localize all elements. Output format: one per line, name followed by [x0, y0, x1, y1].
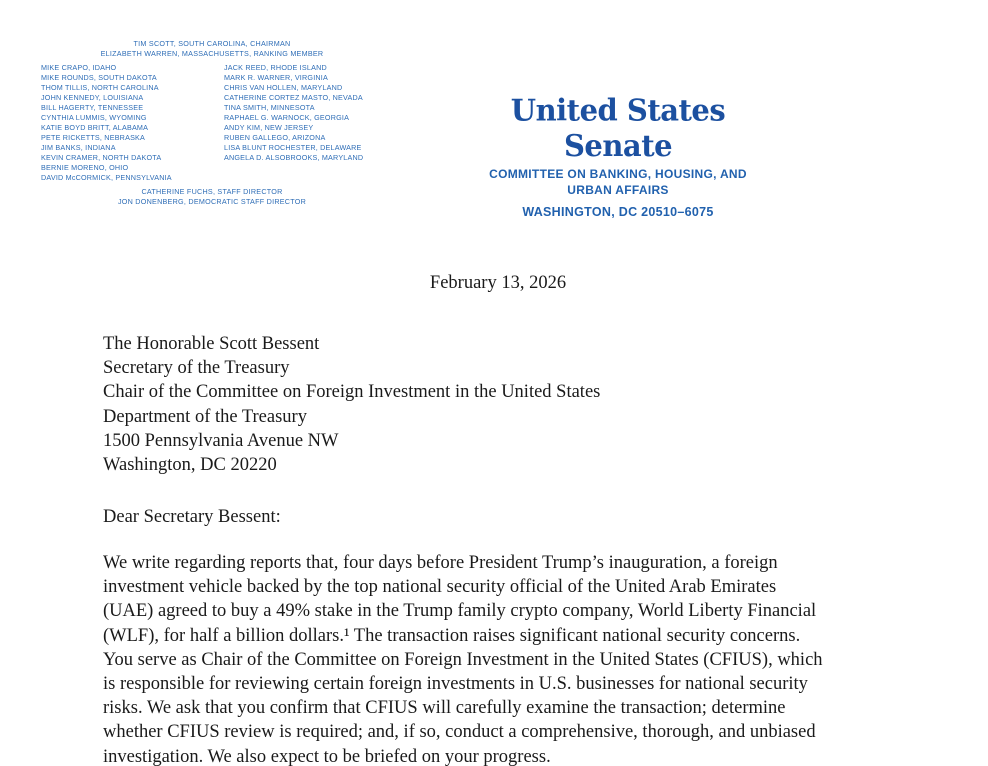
member-name: JACK REED, RHODE ISLAND: [224, 63, 327, 73]
member-name: CYNTHIA LUMMIS, WYOMING: [41, 113, 147, 123]
recipient-address: [103, 332, 600, 477]
staff-director-line: CATHERINE FUCHS, STAFF DIRECTOR: [141, 187, 283, 197]
recipient-line: Washington, DC 20220: [103, 455, 277, 476]
letter-body-paragraph: [103, 551, 913, 766]
committee-name-line1: COMMITTEE ON BANKING, HOUSING, AND: [489, 167, 747, 181]
member-column-majority: [41, 63, 224, 183]
senate-title: United States Senate: [510, 92, 726, 164]
committee-name-line2: URBAN AFFAIRS: [567, 182, 669, 197]
body-line: investigation. We also expect to be briefed on your progress.: [103, 746, 551, 766]
member-name: BILL HAGERTY, TENNESSEE: [41, 103, 144, 113]
member-name: KEVIN CRAMER, NORTH DAKOTA: [41, 153, 162, 163]
member-name: CHRIS VAN HOLLEN, MARYLAND: [224, 83, 343, 93]
member-name: CATHERINE CORTEZ MASTO, NEVADA: [224, 93, 363, 103]
chairman-line: TIM SCOTT, SOUTH CAROLINA, CHAIRMAN: [133, 39, 291, 48]
letterhead-leadership: [38, 39, 386, 58]
member-name: PETE RICKETTS, NEBRASKA: [41, 133, 146, 143]
member-name: MIKE ROUNDS, SOUTH DAKOTA: [41, 73, 157, 83]
body-line: is responsible for reviewing certain foreign investments in U.S. businesses for national security: [103, 674, 808, 695]
member-name: ANDY KIM, NEW JERSEY: [224, 123, 314, 133]
committee-name: [452, 167, 784, 198]
member-name: KATIE BOYD BRITT, ALABAMA: [41, 123, 149, 133]
body-line: investment vehicle backed by the top national security official of the United Arab Emirates: [103, 577, 777, 598]
letterhead-roster: [38, 39, 386, 207]
member-name: MIKE CRAPO, IDAHO: [41, 63, 117, 73]
recipient-line: 1500 Pennsylvania Avenue NW: [103, 430, 339, 451]
member-name: RUBEN GALLEGO, ARIZONA: [224, 133, 326, 143]
letterhead-identity: [452, 94, 784, 219]
member-name: LISA BLUNT ROCHESTER, DELAWARE: [224, 143, 362, 153]
member-name: JOHN KENNEDY, LOUISIANA: [41, 93, 144, 103]
member-name: MARK R. WARNER, VIRGINIA: [224, 73, 328, 83]
member-name: JIM BANKS, INDIANA: [41, 143, 116, 153]
recipient-line: Secretary of the Treasury: [103, 358, 290, 379]
member-name: DAVID McCORMICK, PENNSYLVANIA: [41, 173, 172, 183]
member-column-minority: [224, 63, 386, 183]
recipient-line: Chair of the Committee on Foreign Investment in the United States: [103, 382, 601, 403]
body-line: risks. We ask that you confirm that CFIUS will carefully examine the transaction; determine: [103, 698, 786, 719]
recipient-line: The Honorable Scott Bessent: [103, 334, 320, 354]
body-line: We write regarding reports that, four days before President Trump’s inauguration, a foreign: [103, 553, 778, 573]
ranking-member-line: ELIZABETH WARREN, MASSACHUSETTS, RANKING MEMBER: [100, 48, 324, 58]
body-line: (WLF), for half a billion dollars.¹ The transaction raises significant national security concerns.: [103, 625, 801, 646]
recipient-line: Department of the Treasury: [103, 406, 307, 427]
member-name: THOM TILLIS, NORTH CAROLINA: [41, 83, 159, 93]
democratic-staff-director-line: JON DONENBERG, DEMOCRATIC STAFF DIRECTOR: [117, 197, 307, 207]
member-name: ANGELA D. ALSOBROOKS, MARYLAND: [224, 153, 364, 163]
member-columns: [38, 63, 386, 183]
letter-date: February 13, 2026: [429, 273, 567, 293]
member-name: TINA SMITH, MINNESOTA: [224, 103, 315, 113]
body-line: You serve as Chair of the Committee on Foreign Investment in the United States (CFIUS), which: [103, 649, 823, 670]
body-line: (UAE) agreed to buy a 49% stake in the Trump family crypto company, World Liberty Financial: [103, 601, 817, 622]
member-name: BERNIE MORENO, OHIO: [41, 163, 129, 173]
body-line: whether CFIUS review is required; and, if so, conduct a comprehensive, thorough, and unbiased: [103, 722, 816, 743]
staff-directors: [38, 187, 386, 206]
salutation: Dear Secretary Bessent:: [103, 507, 281, 527]
member-name: RAPHAEL G. WARNOCK, GEORGIA: [224, 113, 350, 123]
committee-address: WASHINGTON, DC 20510–6075: [522, 205, 714, 219]
